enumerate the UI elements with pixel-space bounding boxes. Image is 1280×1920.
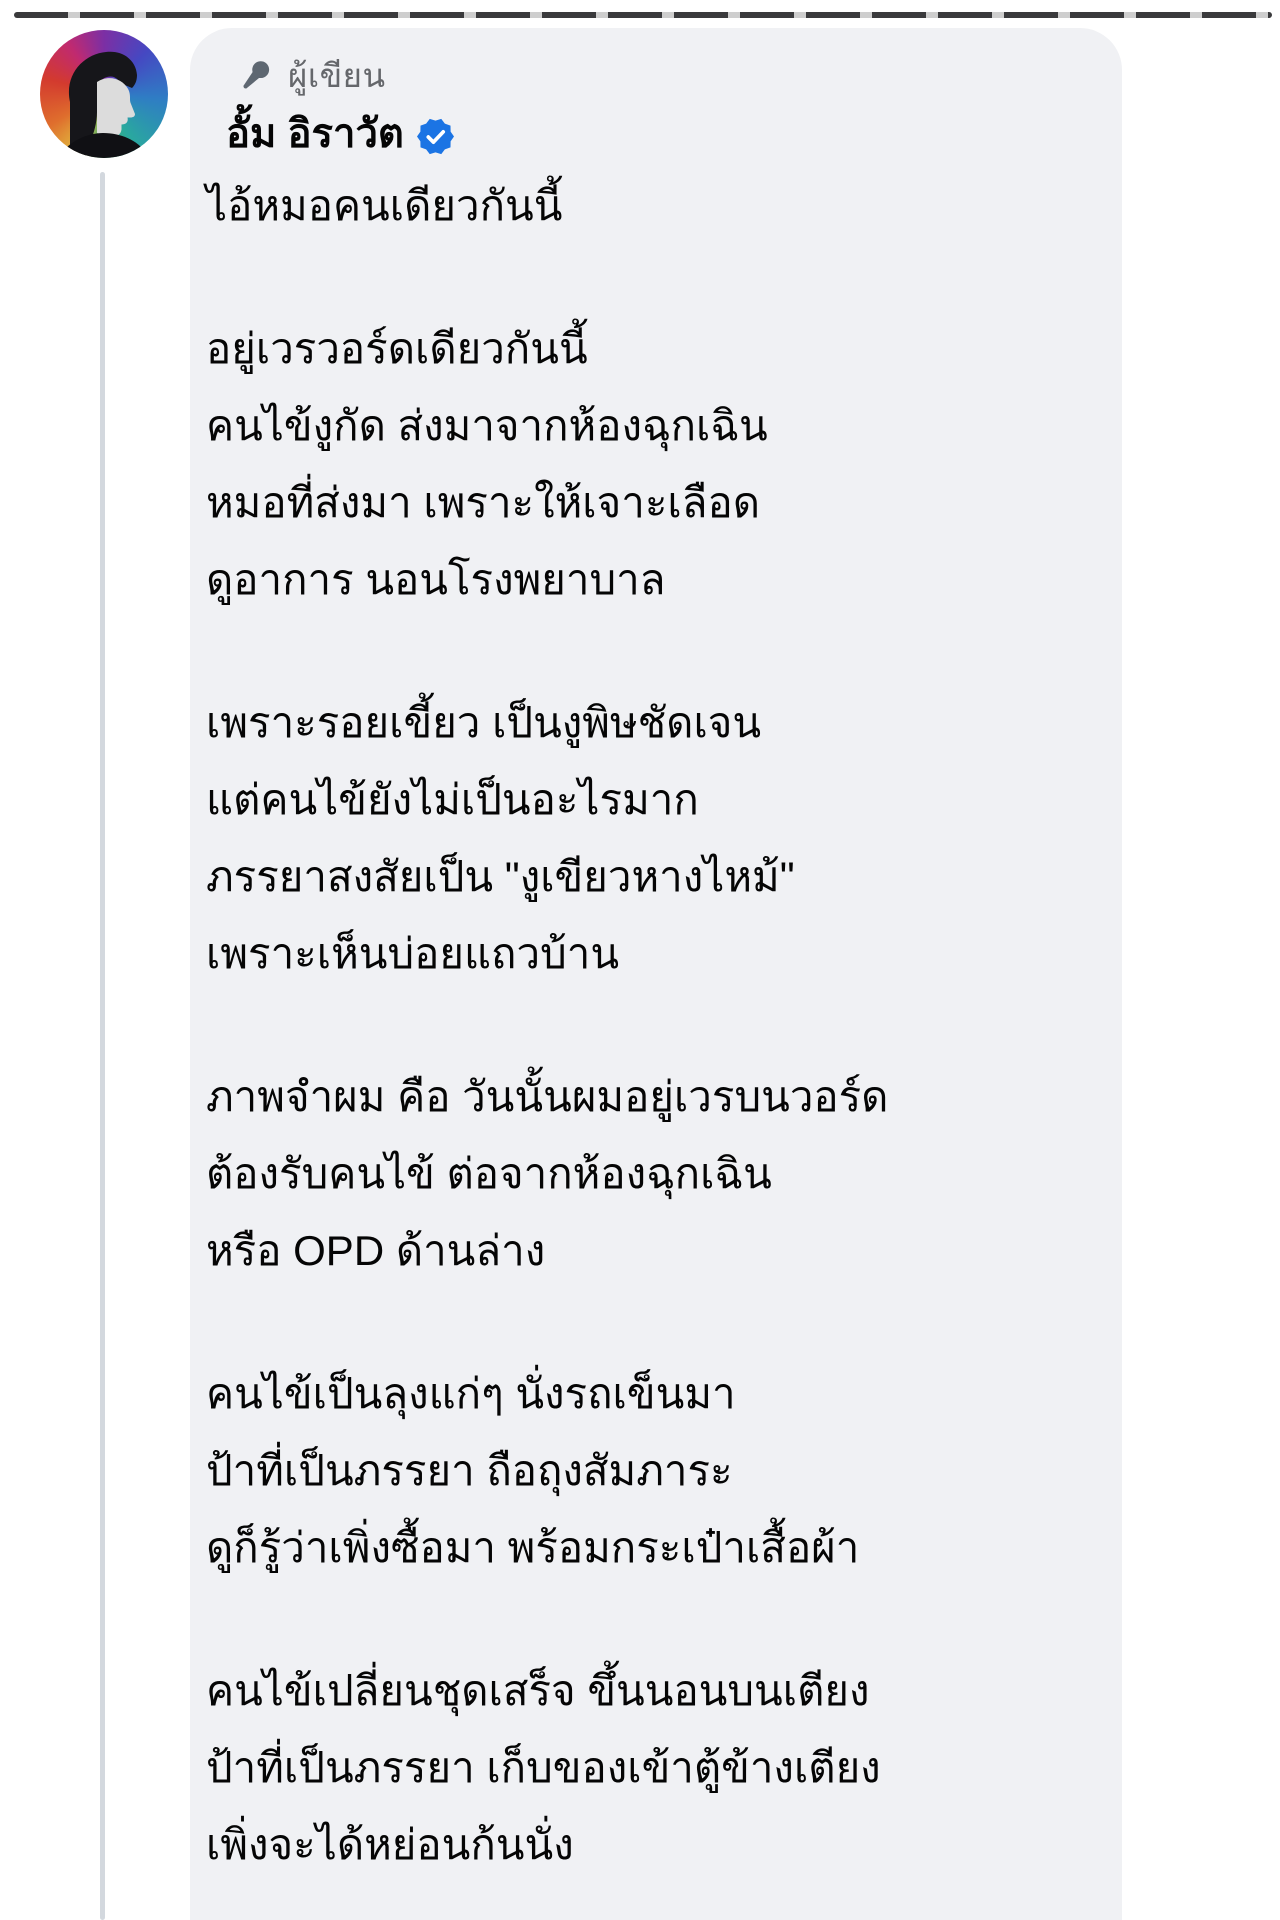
verified-badge-icon bbox=[417, 118, 454, 155]
text-line: ภรรยาสงสัยเป็น "งูเขียวหางไหม้" bbox=[206, 853, 795, 900]
paragraph bbox=[206, 167, 1106, 244]
paragraph bbox=[206, 1652, 1106, 1883]
paragraph bbox=[206, 684, 1106, 992]
author-badge-label: ผู้เขียน bbox=[288, 57, 386, 94]
comment-text bbox=[206, 167, 1106, 1883]
text-line: เพราะเห็นบ่อยแถวบ้าน bbox=[206, 930, 620, 977]
text-line: ดูก็รู้ว่าเพิ่งซื้อมา พร้อมกระเป๋าเสื้อผ้า bbox=[206, 1524, 860, 1571]
text-line: หรือ OPD ด้านล่าง bbox=[206, 1227, 546, 1274]
paragraph bbox=[206, 1355, 1106, 1586]
text-line: เพิ่งจะได้หย่อนก้นนั่ง bbox=[206, 1821, 574, 1868]
text-line: อยู่เวรวอร์ดเดียวกันนี้ bbox=[206, 325, 588, 372]
text-line: ไอ้หมอคนเดียวกันนี้ bbox=[206, 182, 563, 229]
paragraph bbox=[206, 310, 1106, 618]
cropped-content-edge bbox=[14, 12, 1272, 18]
text-line: คนไข้เป็นลุงแก่ๆ นั่งรถเข็นมา bbox=[206, 1370, 736, 1417]
text-line: แต่คนไข้ยังไม่เป็นอะไรมาก bbox=[206, 776, 699, 823]
paragraph bbox=[206, 1058, 1106, 1289]
reply-thread-line bbox=[100, 172, 105, 1920]
avatar[interactable] bbox=[40, 30, 168, 158]
text-line: ดูอาการ นอนโรงพยาบาล bbox=[206, 556, 666, 603]
text-line: คนไข้เปลี่ยนชุดเสร็จ ขึ้นนอนบนเตียง bbox=[206, 1667, 870, 1714]
text-line: เพราะรอยเขี้ยว เป็นงูพิษชัดเจน bbox=[206, 699, 762, 746]
author-row bbox=[226, 108, 454, 160]
text-line: ภาพจำผม คือ วันนั้นผมอยู่เวรบนวอร์ด bbox=[206, 1073, 889, 1120]
author-badge bbox=[236, 56, 386, 96]
author-name[interactable]: อั้ม อิราวัต bbox=[226, 112, 404, 156]
text-line: คนไข้งูกัด ส่งมาจากห้องฉุกเฉิน bbox=[206, 402, 768, 449]
microphone-icon bbox=[236, 58, 273, 95]
profile-photo-silhouette bbox=[40, 30, 168, 158]
text-line: ป้าที่เป็นภรรยา เก็บของเข้าตู้ข้างเตียง bbox=[206, 1744, 881, 1791]
text-line: ป้าที่เป็นภรรยา ถือถุงสัมภาระ bbox=[206, 1447, 733, 1494]
text-line: ต้องรับคนไข้ ต่อจากห้องฉุกเฉิน bbox=[206, 1150, 772, 1197]
text-line: หมอที่ส่งมา เพราะให้เจาะเลือด bbox=[206, 479, 760, 526]
comment-bubble bbox=[190, 28, 1122, 1920]
